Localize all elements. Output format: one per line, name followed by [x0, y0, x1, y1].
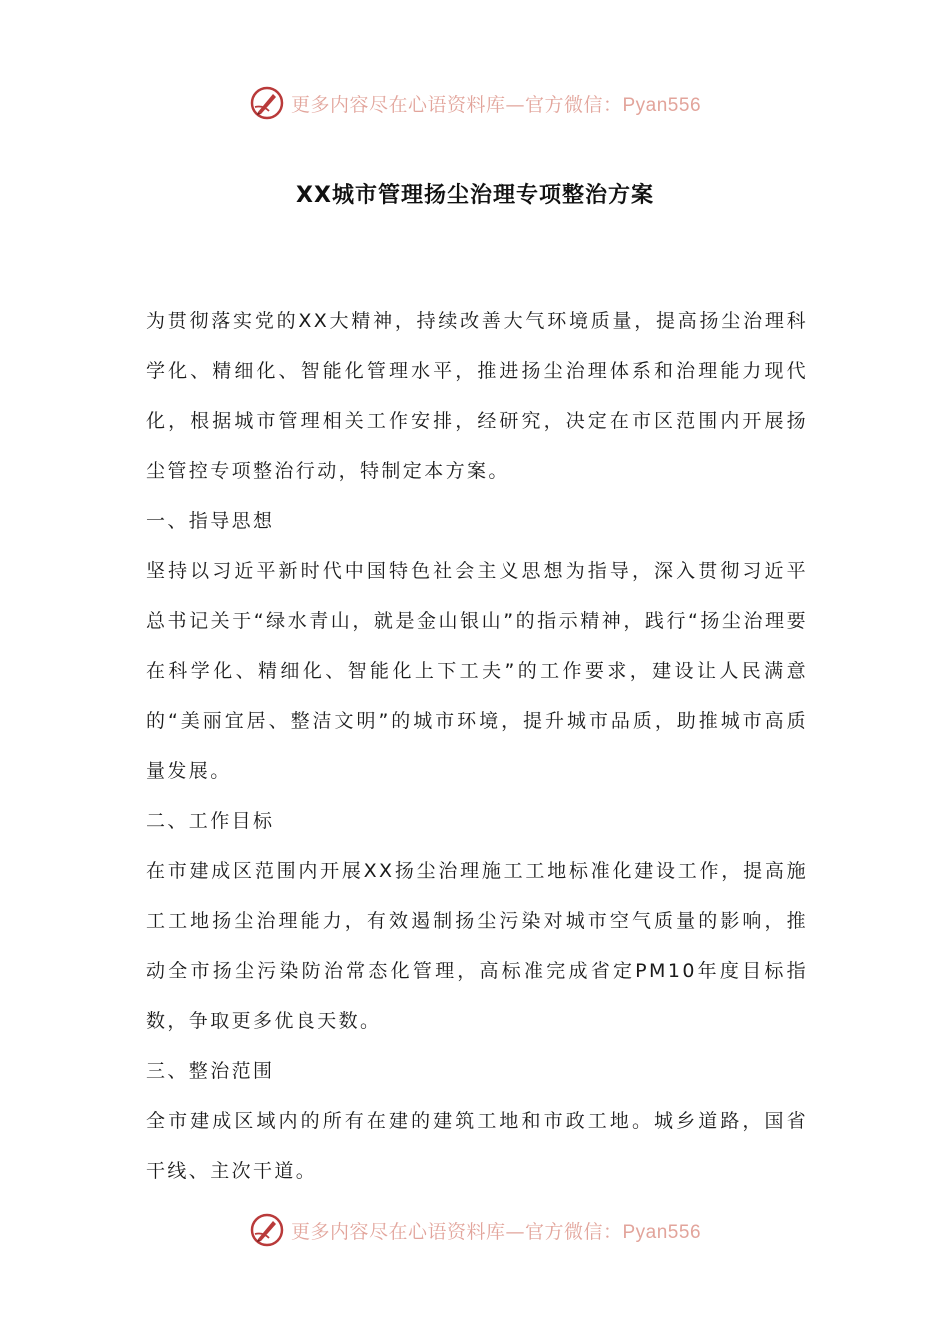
- section-heading-scope: 三、整治范围: [146, 1060, 275, 1082]
- pen-circle-icon: [249, 1212, 285, 1248]
- pen-circle-icon: [249, 85, 285, 121]
- paragraph-work-goals: 在市建成区范围内开展XX扬尘治理施工工地标准化建设工作，提高施工工地扬尘治理能力，有效遏制扬尘污染对城市空气质量的影响，推动全市扬尘污染防治常态化管理，高标准完成省定PM10年度目标指数，争取更多优良天数。: [146, 860, 808, 1032]
- paragraph-scope: 全市建成区域内的所有在建的建筑工地和市政工地。城乡道路，国省干线、主次干道。: [146, 1110, 808, 1182]
- watermark-text: 更多内容尽在心语资料库—官方微信：Pyan556: [290, 1220, 702, 1243]
- document-body: [146, 296, 808, 1196]
- paragraph-intro: 为贯彻落实党的XX大精神，持续改善大气环境质量，提高扬尘治理科学化、精细化、智能化管理水平，推进扬尘治理体系和治理能力现代化，根据城市管理相关工作安排，经研究，决定在市区范围内开展扬尘管控专项整治行动，特制定本方案。: [146, 310, 808, 482]
- watermark-footer: [0, 1210, 950, 1250]
- document-title: XX城市管理扬尘治理专项整治方案: [296, 183, 654, 208]
- watermark-header: [0, 83, 950, 123]
- section-heading-work-goals: 二、工作目标: [146, 810, 275, 832]
- watermark-text: 更多内容尽在心语资料库—官方微信：Pyan556: [290, 93, 702, 116]
- paragraph-guiding-ideology: 坚持以习近平新时代中国特色社会主义思想为指导，深入贯彻习近平总书记关于“绿水青山，就是金山银山”的指示精神，践行“扬尘治理要在科学化、精细化、智能化上下工夫”的工作要求，建设让人民满意的“美丽宜居、整洁文明”的城市环境，提升城市品质，助推城市高质量发展。: [146, 560, 808, 782]
- section-heading-guiding-ideology: 一、指导思想: [146, 510, 275, 532]
